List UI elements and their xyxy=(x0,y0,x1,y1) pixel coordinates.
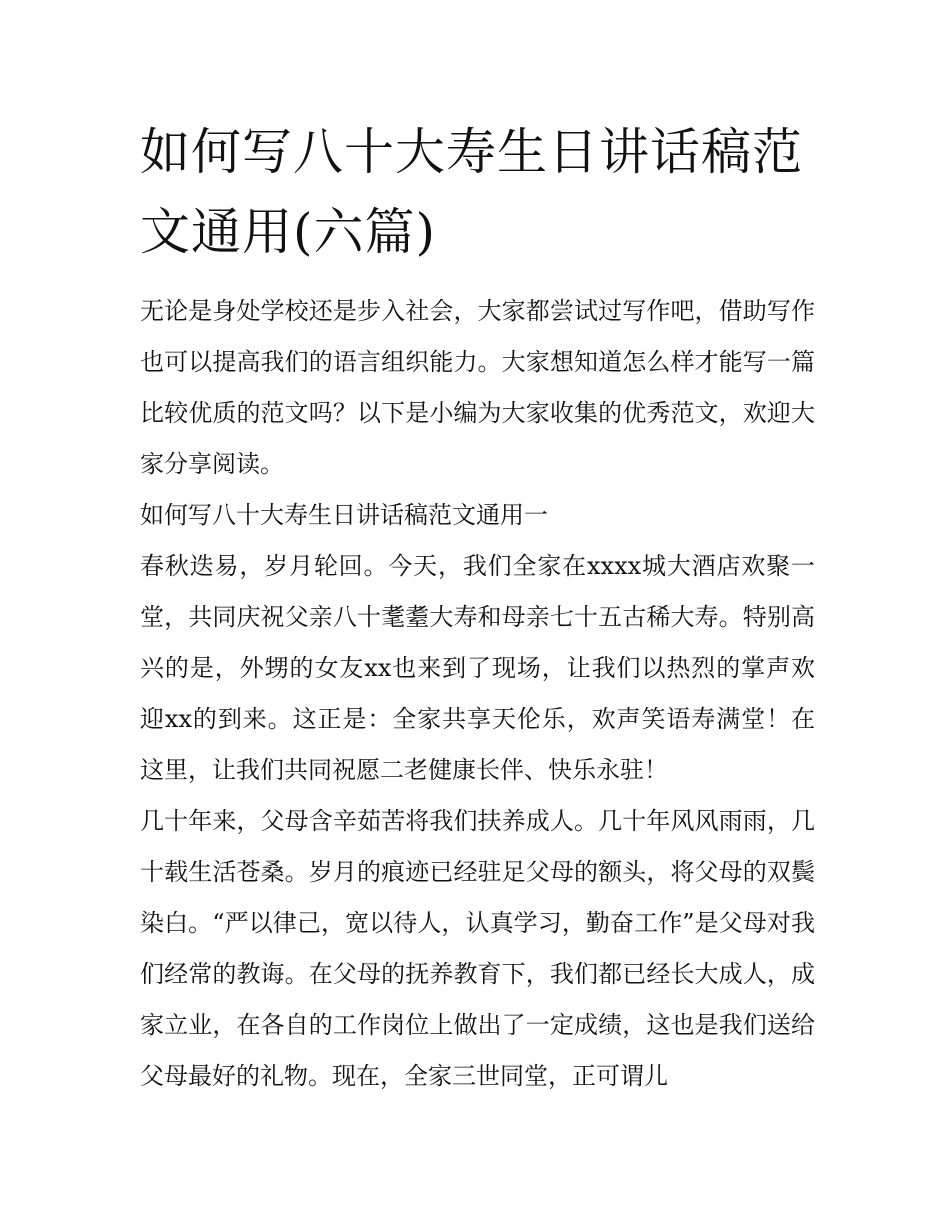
document-title: 如何写八十大寿生日讲话稿范文通用(六篇) xyxy=(140,123,803,261)
body-paragraph: 几十年来，父母含辛茹苦将我们扶养成人。几十年风风雨雨，几十载生活苍桑。岁月的痕迹已经驻足父母的额头，将父母的双鬓染白。“严以律己，宽以待人，认真学习，勤奋工作”是父母对我们经常的教诲。在父母的抚养教育下，我们都已经长大成人，成家立业，在各自的工作岗位上做出了一定成绩，这也是我们送给父母最好的礼物。现在，全家三世同堂，正可谓儿 xyxy=(140,807,815,1090)
body-paragraph: 春秋迭易，岁月轮回。今天，我们全家在xxxx城大酒店欢聚一堂，共同庆祝父亲八十耄耋大寿和母亲七十五古稀大寿。特别高兴的是，外甥的女友xx也来到了现场，让我们以热烈的掌声欢迎xx的到来。这正是：全家共享天伦乐，欢声笑语寿满堂！在这里，让我们共同祝愿二老健康长伴、快乐永驻！ xyxy=(140,552,815,784)
document-page xyxy=(140,112,815,1102)
intro-paragraph: 无论是身处学校还是步入社会，大家都尝试过写作吧，借助写作也可以提高我们的语言组织能力。大家想知道怎么样才能写一篇比较优质的范文吗？以下是小编为大家收集的优秀范文，欢迎大家分享阅读。 xyxy=(140,297,815,478)
section-heading: 如何写八十大寿生日讲话稿范文通用一 xyxy=(140,501,548,529)
